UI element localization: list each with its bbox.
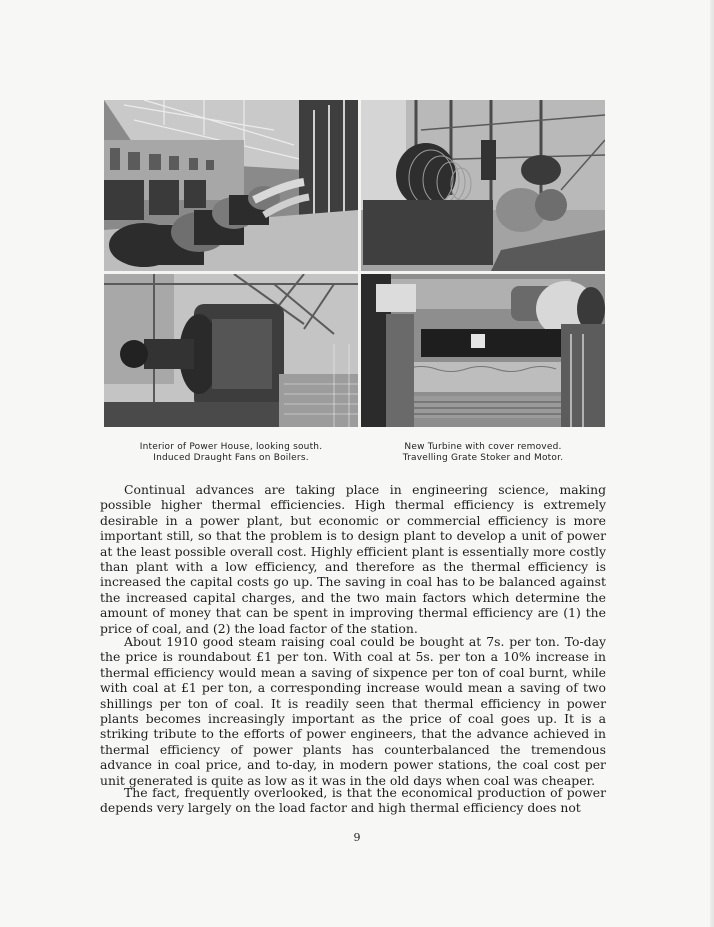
paragraph-1-text: Continual advances are taking place in engineering science, making possible higher thermal efficiencies. High thermal efficiency is extremely desirable in a power plant, but economic or commercial efficiency is more important still, so that the problem is to design plant to develop a unit of power at the least possible overall cost. Highly efficient plant is essentially more costly than plant with a low efficiency, and therefore as the thermal efficiency is increased the capital costs go up. The saving in coal has to be balanced against the increased capital charges, and the two main factors which determine the amount of money that can be spent in improving thermal efficiency are (1) the price of coal, and (2) the load factor of the station. [100, 482, 606, 636]
paragraph-2-text: About 1910 good steam raising coal could be bought at 7s. per ton. To-day the price is roundabout £1 per ton. With coal at 5s. per ton a 10% increase in thermal efficiency would mean a saving of sixpence per ton of coal burnt, while with coal at £1 per ton, a corresponding increase would mean a saving of two shillings per ton of coal. It is readily seen that thermal efficiency in power plants becomes increasingly important as the price of coal goes up. It is a striking tribute to the efforts of power engineers, that the advance achieved in thermal efficiency of power plants has counterbalanced the tremendous advance in coal price, and to-day, in modern power stations, the coal cost per unit generated is quite as low as it was in the old days when coal was cheaper. [100, 634, 606, 788]
caption-left [104, 442, 358, 464]
caption-right-line-1: New Turbine with cover removed. [404, 442, 562, 452]
paragraph-3-text: The fact, frequently overlooked, is that the economical production of power depends very largely on the load factor and high thermal efficiency does not [100, 785, 606, 816]
photo-travelling-grate-stoker [361, 274, 605, 427]
photo-induced-draught-fans [104, 274, 358, 427]
caption-left-line-2: Induced Draught Fans on Boilers. [153, 453, 309, 463]
caption-right [361, 442, 605, 464]
caption-right-line-2: Travelling Grate Stoker and Motor. [402, 453, 564, 463]
page-edge [710, 0, 714, 927]
paragraph-3 [100, 785, 606, 816]
photo-interior-power-house [104, 100, 358, 271]
photo-new-turbine [361, 100, 605, 271]
photo-grid [104, 100, 605, 427]
paragraph-1 [100, 482, 606, 636]
paragraph-2 [100, 634, 606, 788]
page-number: 9 [353, 831, 361, 844]
caption-left-line-1: Interior of Power House, looking south. [139, 442, 323, 452]
